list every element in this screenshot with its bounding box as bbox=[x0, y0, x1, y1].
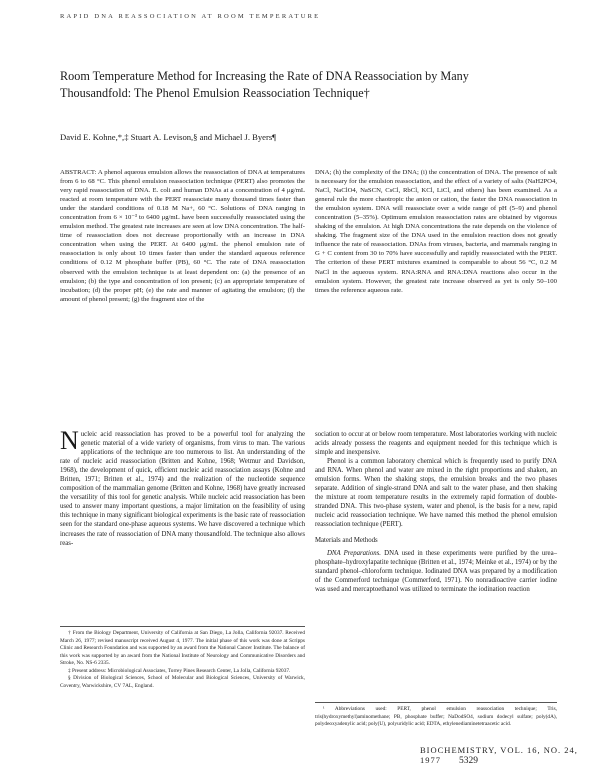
body-column-left bbox=[60, 426, 305, 548]
intro-paragraph bbox=[60, 426, 305, 548]
author-list: David E. Kohne,*,‡ Stuart A. Levison,§ and Michael J. Byers¶ bbox=[60, 132, 277, 142]
journal-citation: BIOCHEMISTRY, VOL. 16, NO. 24, 1977 bbox=[420, 745, 578, 765]
methods-paragraph bbox=[315, 549, 557, 594]
abstract-column-left bbox=[60, 168, 305, 304]
section-heading: Materials and Methods bbox=[315, 536, 378, 544]
footnotes-right bbox=[315, 702, 557, 729]
body-paragraph-phenol: Phenol is a common laboratory chemical which is frequently used to purify DNA and RNA. When phenol and water are mixed in the right proportions and shaken, an emulsion forms. When the shaking stops, the emulsion breaks and the two phases separate. Addition of single-strand DNA and salt to the water phase, and then shaking the mixture at room temperature results in the extremely rapid formation of double-stranded DNA. This two-phase system, water and phenol, is the basis for a new, rapid nucleic acid reassociation technique. We have named this method the phenol emulsion reassociation technique (PERT). bbox=[315, 458, 557, 529]
footnote-abbreviations: ¹ Abbreviations used: PERT, phenol emulsion reassociation technique; Tris, tris(hydroxymethyl)aminomethane; PB, phosphate buffer; NaDodSO4, sodium dodecyl sulfate; poly(dA), polydeoxyadenylic acid; poly(U), polyuridylic acid; EDTA, ethylenediaminetetraacetic acid. bbox=[315, 706, 557, 727]
abstract-text-left: ABSTRACT: A phenol aqueous emulsion allows the reassociation of DNA at temperatures from 6 to 68 °C. This phenol emulsion reassociation technique (PERT) also promotes the very rapid reassociation of DNA. E. coli and human DNAs at a concentration of 4 μg/mL reacted at room temperature with the PERT reassociate many thousand times faster than under the standard conditions of 0.18 M Na+, 60 °C. Solutions of DNA ranging in concentration from 6 × 10⁻³ to 6400 μg/mL have been successfully reassociated using the emulsion method. The greatest rate increases are seen at low DNA concentration. The half-time of reassociation does not decrease proportionally with an increase in DNA concentration when using the PERT. At 6400 μg/mL the phenol emulsion rate of reassociation is only about 10 times faster than under the standard aqueous reference conditions of 0.12 M phosphate buffer (PB), 60 °C. The rate of DNA reassociation observed with the emulsion technique is at least dependent on: (a) the presence of an emulsion; (b) the type and concentration of ion present; (c) an appropriate temperature of incubation; (d) the proper pH; (e) the rate and manner of agitating the emulsion; (f) the amount of phenol present; (g) the fragment size of the bbox=[60, 169, 305, 303]
drop-cap: N bbox=[60, 426, 79, 455]
intro-text: ucleic acid reassociation has proved to be a powerful tool for analyzing the genetic material of a wide variety of organisms, from virus to man. The various applications of the technique are too numerous to list. An understanding of the rate of nucleic acid reassociation (Britten and Kohne, 1968; Wetmur and Davidson, 1968), the development of quick, efficient nucleic acid reassociation assays (Kohne and Britten, 1971; Britten et al., 1974) and the realization of the nucleotide sequence composition of the mammalian genome (Britten and Kohne, 1968) have greatly increased the versatility of this tool for genetic analysis. While nucleic acid reassociation has been used to answer many important questions, a major limitation on the feasibility of using this technique in many significant biological experiments is the basic rate of reassociation seen for the standard one-phase aqueous systems. We have discovered a technique which increases the rate of reassociation of DNA many thousandfold. The technique also allows reas- bbox=[60, 431, 305, 547]
body-paragraph-continued: sociation to occur at or below room temperature. Most laboratories working with nucleic acids already possess the reagents and equipment needed for this technique which is simple and inexpensive. bbox=[315, 431, 557, 457]
methods-lead-in: DNA Preparations. bbox=[327, 549, 381, 557]
abstract-column-right bbox=[315, 168, 557, 295]
page-footer bbox=[420, 745, 600, 766]
page-number: 5329 bbox=[459, 756, 478, 766]
article-title: Room Temperature Method for Increasing the Rate of DNA Reassociation by Many Thousandfold: The Phenol Emulsion Reassociation Technique† bbox=[60, 69, 469, 100]
footnotes-left bbox=[60, 626, 305, 690]
body-column-right bbox=[315, 430, 557, 594]
footnote-affiliation: † From the Biology Department, University of California at San Diego, La Jolla, California 92037. Received March 26, 1977; revised manuscript received August 4, 1977. The initial phase of this work was done at Scripps Clinic and Research Foundation and was supported by an award from the National Cancer Institute. The balance of this work was supported by an award from the National Institute of Neurology and Communicative Disorders and Stroke, No. NS-6 2335. bbox=[60, 630, 305, 666]
running-head: RAPID DNA REASSOCIATION AT ROOM TEMPERATURE bbox=[60, 13, 321, 20]
abstract-text-right: DNA; (h) the complexity of the DNA; (i) the concentration of DNA. The presence of salt is necessary for the emulsion reassociation, and the effect of a variety of salts (NaH2PO4, NaCl, NaClO4, NaSCN, CsCl, RbCl, KCl, LiCl, and others) has been examined. As a general rule the more chaotropic the anion or cation, the faster the DNA reassociation in the emulsion system. DNA will reassociate over a wide range of pH (5–9) and phenol concentration (5–35%). Optimum emulsion reassociation rates are obtained by vigorous shaking of the emulsion. At high DNA concentrations the rate depends on the violence of shaking. The fragment size of the DNA used in the emulsion reaction does not greatly influence the rate of reassociation. DNAs from viruses, bacteria, and mammals ranging in G + C content from 30 to 70% have successfully and rapidly reassociated with the PERT. The criterion of these PERT mixtures examined is comparable to about 56 °C, 0.2 M NaCl in the aqueous system. RNA:RNA and RNA:DNA reactions also occur in the emulsion system. However, the greatest rate increase observed as yet is only 50–100 times the reference aqueous rate. bbox=[315, 169, 557, 294]
methods-text: DNA used in these experiments were purified by the urea–phosphate–hydroxylapatite technique (Britten et al., 1974; Meinke et al., 1974) or by the standard phenol–chloroform technique. Iodinated DNA was prepared by a modification of the Commerford technique (Commerford, 1971). No nonradioactive carrier iodine was used and mercaptoethanol was utilized to terminate the iodination reaction bbox=[315, 549, 557, 593]
footnote-division: § Division of Biological Sciences, School of Molecular and Biological Sciences, University of Warwick, Coventry, Warwickshire, CV 7AL, England. bbox=[60, 675, 305, 689]
footnote-present-address: ‡ Present address: Microbiological Associates, Torrey Pines Research Center, La Jolla, California 92037. bbox=[68, 667, 291, 674]
